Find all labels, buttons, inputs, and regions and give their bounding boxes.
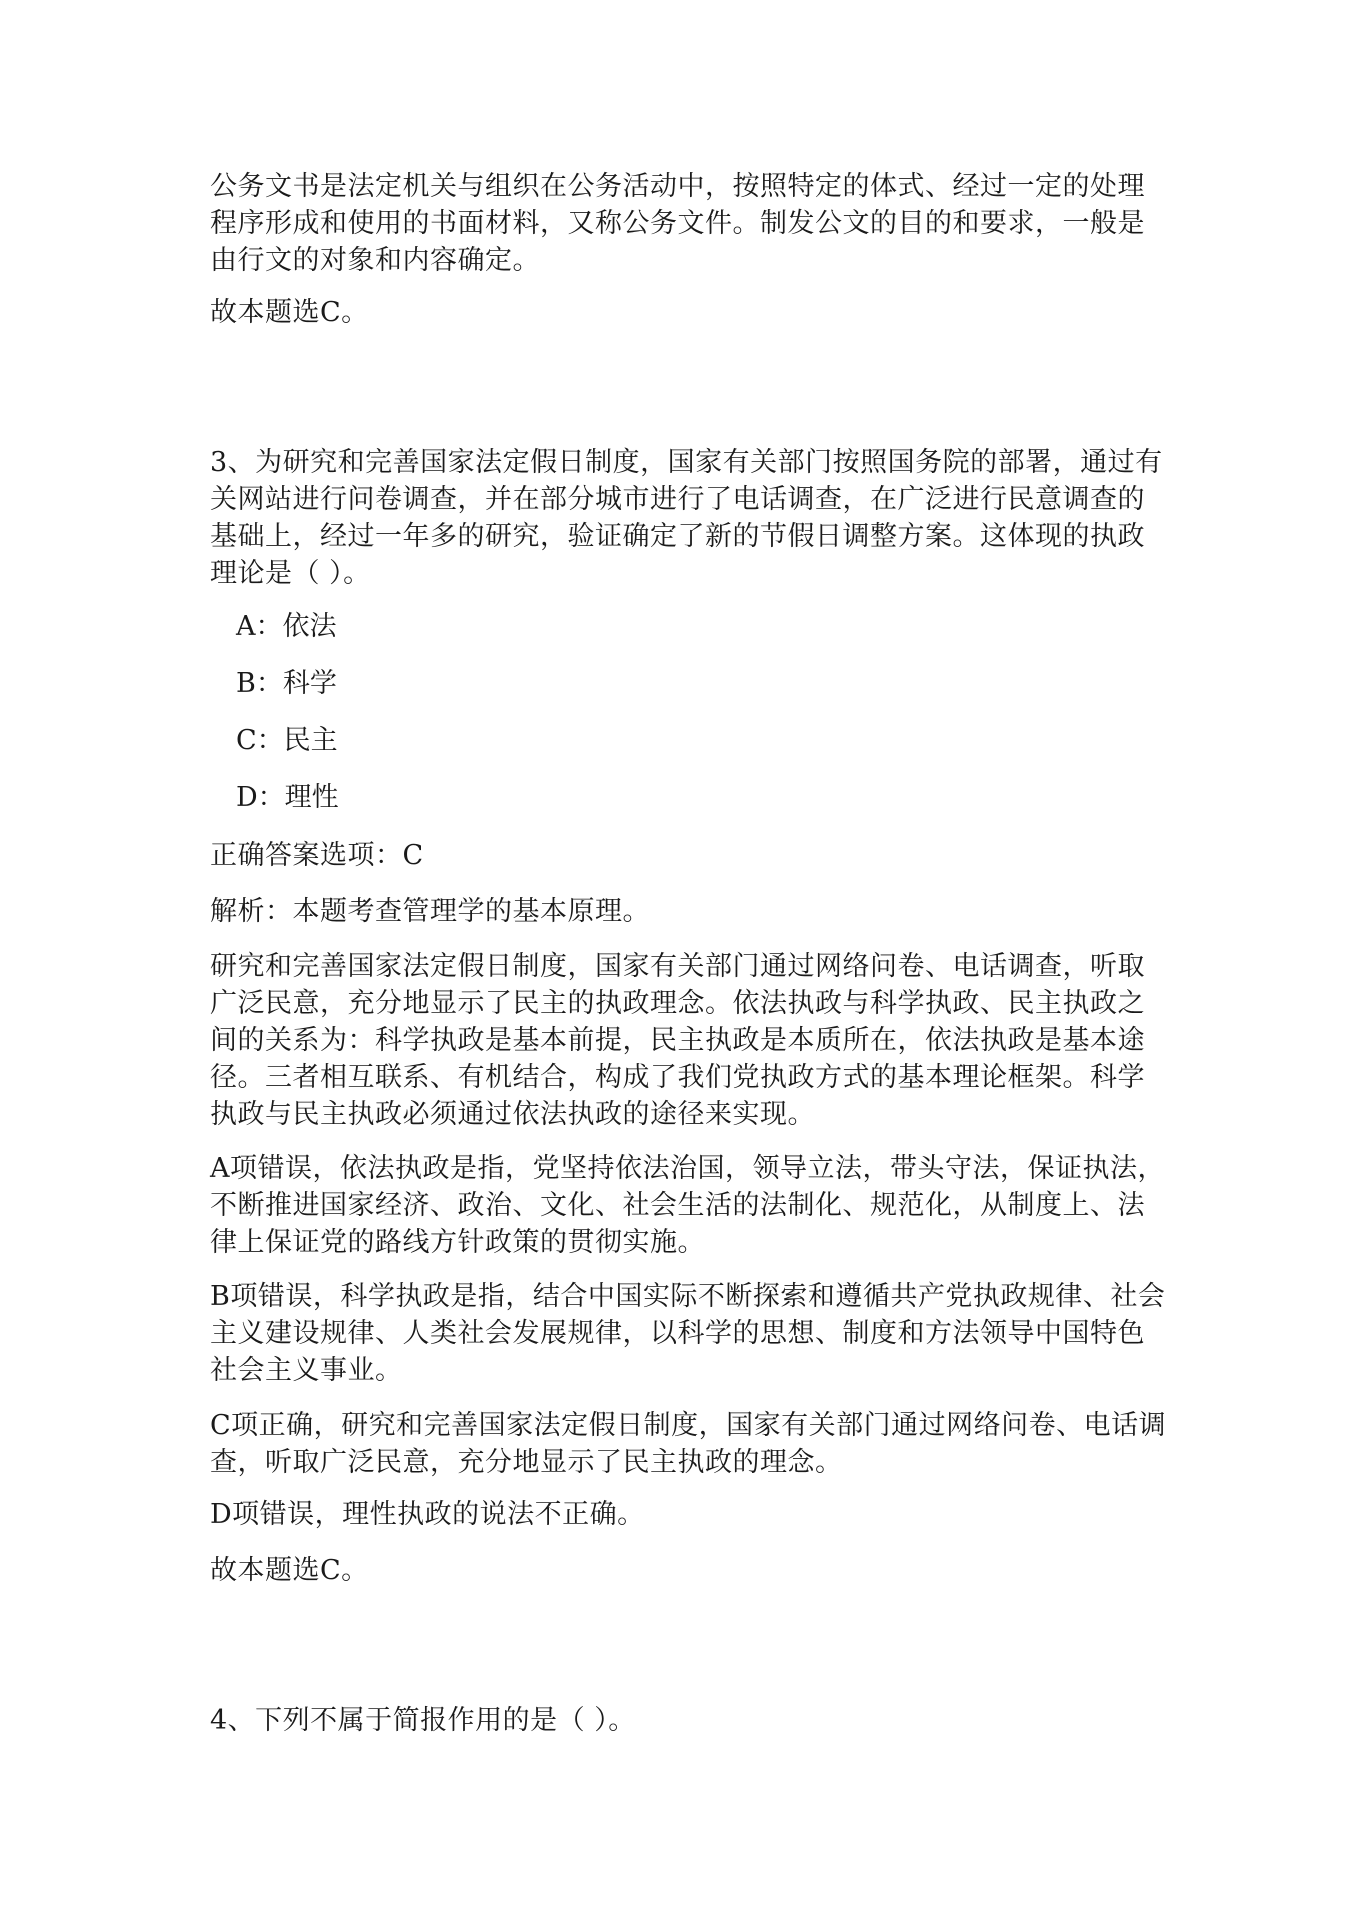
option-c: C：民主 — [236, 725, 338, 756]
option-a: A：依法 — [236, 611, 337, 642]
question-3-conclusion: 故本题选C。 — [210, 1555, 369, 1586]
option-d: D：理性 — [236, 782, 339, 813]
option-c-analysis: C项正确，研究和完善国家法定假日制度，国家有关部门通过网络问卷、电话调查，听取广泛民意，充分地显示了民主执政的理念。 — [210, 1410, 1167, 1478]
question-4-stem: 4、下列不属于简报作用的是（ ）。 — [210, 1705, 636, 1736]
option-a-analysis: A项错误，依法执政是指，党坚持依法治国，领导立法，带头守法，保证执法，不断推进国家经济、政治、文化、社会生活的法制化、规范化，从制度上、法律上保证党的路线方针政策的贯彻实施。 — [210, 1153, 1165, 1258]
option-d-analysis: D项错误，理性执政的说法不正确。 — [210, 1499, 645, 1530]
option-b: B：科学 — [236, 668, 337, 699]
analysis-heading: 解析：本题考查管理学的基本原理。 — [210, 896, 650, 927]
analysis-body: 研究和完善国家法定假日制度，国家有关部门通过网络问卷、电话调查，听取广泛民意，充分地显示了民主的执政理念。依法执政与科学执政、民主执政之间的关系为：科学执政是基本前提，民主执政是本质所在，依法执政是基本途径。三者相互联系、有机结合，构成了我们党执政方式的基本理论框架。科学执政与民主执政必须通过依法执政的途径来实现。 — [210, 951, 1145, 1130]
option-b-analysis: B项错误，科学执政是指，结合中国实际不断探索和遵循共产党执政规律、社会主义建设规律、人类社会发展规律，以科学的思想、制度和方法领导中国特色社会主义事业。 — [210, 1281, 1166, 1386]
question-3-stem: 3、为研究和完善国家法定假日制度，国家有关部门按照国务院的部署，通过有关网站进行问卷调查，并在部分城市进行了电话调查，在广泛进行民意调查的基础上，经过一年多的研究，验证确定了新的节假日调整方案。这体现的执政理论是（ ）。 — [210, 447, 1163, 589]
correct-answer: 正确答案选项：C — [210, 840, 424, 871]
intro-conclusion: 故本题选C。 — [210, 297, 369, 328]
intro-paragraph: 公务文书是法定机关与组织在公务活动中，按照特定的体式、经过一定的处理程序形成和使用的书面材料，又称公务文件。制发公文的目的和要求，一般是由行文的对象和内容确定。 — [210, 171, 1145, 276]
